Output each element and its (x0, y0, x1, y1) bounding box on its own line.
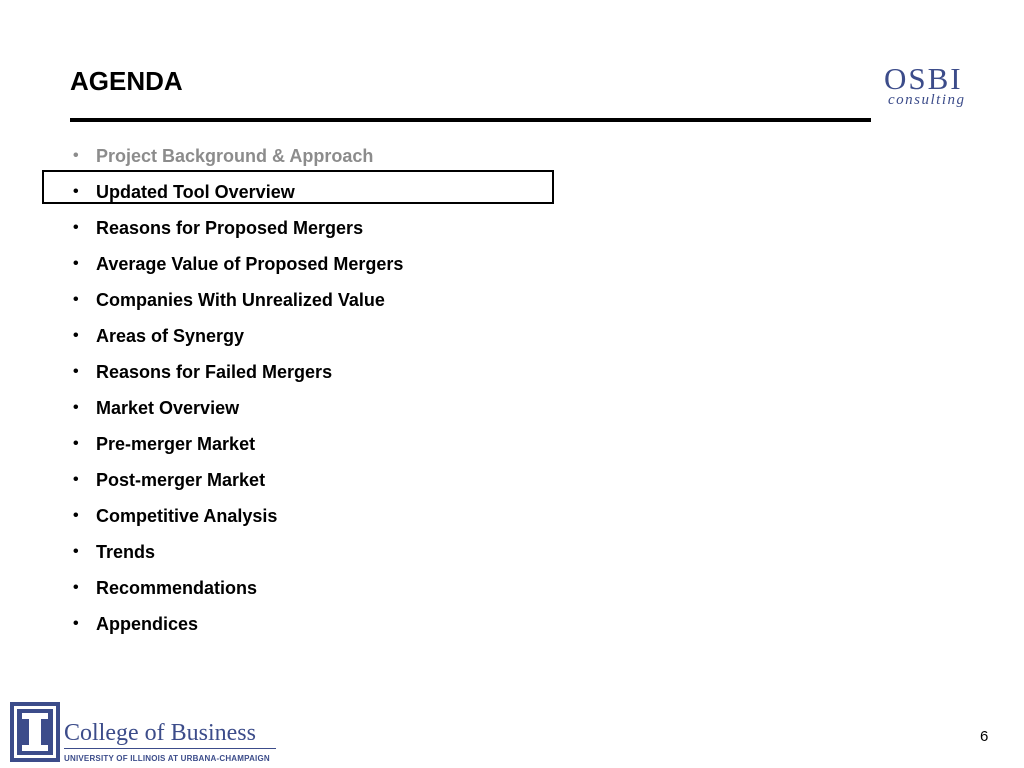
bullet-icon: • (73, 219, 79, 236)
agenda-item-label: Pre-merger Market (96, 433, 256, 454)
agenda-item (70, 318, 403, 354)
agenda-item-current (70, 174, 403, 210)
agenda-item-label: Market Overview (96, 397, 240, 418)
agenda-item (70, 462, 403, 498)
agenda-item-label: Post-merger Market (96, 469, 266, 490)
agenda-item-label: Reasons for Proposed Mergers (96, 217, 364, 238)
bullet-icon: • (73, 147, 79, 164)
bullet-icon: • (73, 327, 79, 344)
bullet-icon: • (73, 579, 79, 596)
bullet-icon: • (73, 435, 79, 452)
agenda-item (70, 570, 403, 606)
university-name: UNIVERSITY OF ILLINOIS AT URBANA-CHAMPAIGN (64, 754, 270, 763)
bullet-icon: • (73, 183, 79, 200)
agenda-item (70, 606, 403, 642)
agenda-item-label: Project Background & Approach (96, 145, 374, 166)
bullet-icon: • (73, 399, 79, 416)
agenda-item (70, 534, 403, 570)
agenda-item (70, 210, 403, 246)
college-name: College of Business (64, 720, 256, 746)
bullet-icon: • (73, 615, 79, 632)
college-of-business-logo (6, 700, 278, 766)
agenda-item (70, 282, 403, 318)
agenda-item (70, 498, 403, 534)
agenda-item (70, 246, 403, 282)
agenda-item (70, 426, 403, 462)
bullet-icon: • (73, 543, 79, 560)
slide-title: AGENDA (70, 66, 183, 96)
bullet-icon: • (73, 291, 79, 308)
agenda-item-label: Reasons for Failed Mergers (96, 361, 333, 382)
agenda-item (70, 354, 403, 390)
bullet-icon: • (73, 471, 79, 488)
agenda-item-label: Competitive Analysis (96, 505, 278, 526)
bullet-icon: • (73, 363, 79, 380)
osbi-consulting-logo (884, 62, 979, 112)
agenda-list (70, 138, 403, 642)
agenda-item-label: Areas of Synergy (96, 325, 245, 346)
footer-divider (64, 748, 276, 749)
agenda-item (70, 390, 403, 426)
illinois-column-icon (10, 702, 60, 762)
bullet-icon: • (73, 255, 79, 272)
agenda-item (70, 138, 403, 174)
bullet-icon: • (73, 507, 79, 524)
logo-subtitle: consulting (888, 92, 966, 108)
agenda-item-label: Updated Tool Overview (96, 181, 295, 202)
agenda-item-label: Trends (96, 541, 156, 562)
page-number: 6 (980, 728, 989, 745)
agenda-item-label: Average Value of Proposed Mergers (96, 253, 404, 274)
agenda-item-label: Companies With Unrealized Value (96, 289, 385, 310)
logo-name: OSBI (884, 61, 963, 96)
agenda-item-label: Recommendations (96, 577, 258, 598)
agenda-item-label: Appendices (96, 613, 199, 634)
title-divider (70, 118, 871, 122)
